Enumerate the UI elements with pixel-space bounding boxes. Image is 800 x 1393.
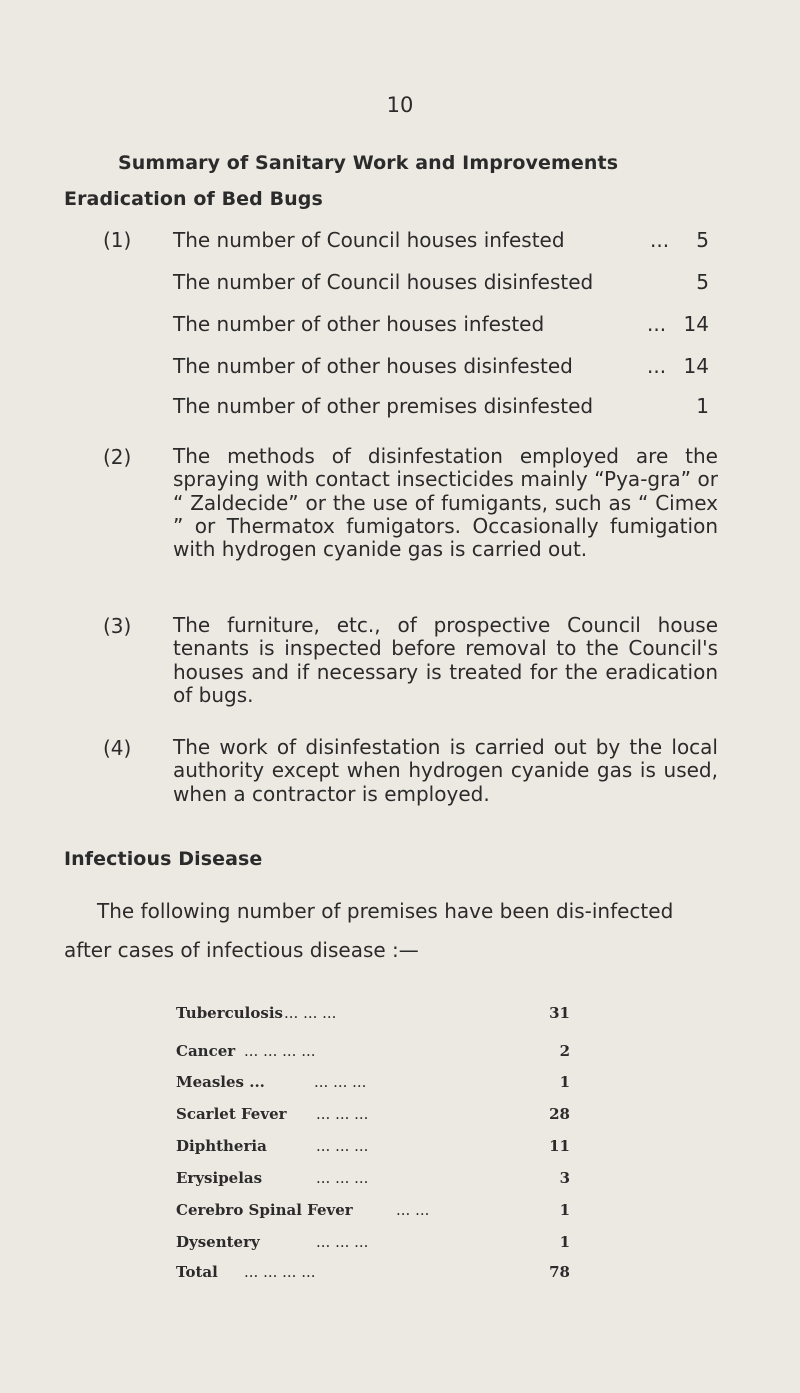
disease-label: Tuberculosis [176,1004,283,1022]
page-number: 10 [386,93,414,117]
list-item [173,392,709,420]
leader-dots: ... ... ... [316,1105,369,1123]
summary-heading: Summary of Sanitary Work and Improvements [118,152,619,174]
table-row [176,1002,570,1024]
leader-dots: ... ... ... ... [244,1042,316,1060]
table-row [176,1231,570,1253]
disease-count: 2 [559,1042,570,1060]
paragraph-text: The methods of disinfestation employed are the spraying with contact insecticides mainly “Pya-gra” or “ Zaldecide” or the use of fumigants, such as “ Cimex ” or Thermatox fumigators. Occasionally fumigation with hydrogen cyanide gas is carried out. [173,444,718,562]
disease-label: Cerebro Spinal Fever [176,1201,353,1219]
table-row [176,1071,570,1093]
row-label: The number of other houses infested [173,312,545,336]
list-item [173,352,709,380]
leader-dots: ... ... ... [316,1233,369,1251]
leader-dots: ... ... ... [284,1004,337,1022]
row-label: The number of other premises disinfested [173,394,594,418]
disease-label: Erysipelas [176,1169,263,1187]
paragraph-text: The furniture, etc., of prospective Council house tenants is inspected before removal to the Council's houses and if necessary is treated for the eradication of bugs. [173,613,718,707]
row-value: 14 [683,354,709,378]
leader-dots: ... [650,228,670,252]
row-value: 14 [683,312,709,336]
leader-dots: ... ... [396,1201,430,1219]
paragraph-number: (3) [103,614,132,638]
bed-bugs-heading: Eradication of Bed Bugs [64,188,323,210]
disease-count: 1 [559,1233,570,1251]
leader-dots: ... ... ... [316,1169,369,1187]
leader-dots: ... ... ... [314,1073,367,1091]
leader-dots: ... [647,312,667,336]
table-row [176,1040,570,1062]
disease-label: Diphtheria [176,1137,267,1155]
disease-count: 11 [549,1137,570,1155]
disease-count: 1 [559,1201,570,1219]
leader-dots: ... [647,354,667,378]
disease-label: Scarlet Fever [176,1105,287,1123]
paragraph-text: The work of disinfestation is carried out by the local authority except when hydrogen cyanide gas is used, when a contractor is employed. [173,735,718,806]
leader-dots: ... ... ... ... [244,1263,316,1281]
row-value: 5 [696,270,709,294]
paragraph-number: (2) [103,445,132,469]
row-label: The number of Council houses infested [173,228,565,252]
disease-label: Cancer [176,1042,236,1060]
row-value: 5 [696,228,709,252]
paragraph-number: (4) [103,736,132,760]
table-row [176,1135,570,1157]
disease-count: 28 [549,1105,570,1123]
disease-count: 31 [549,1004,570,1022]
section-1-number: (1) [103,228,132,252]
list-item [173,310,709,338]
infectious-intro: The following number of premises have been dis-infected after cases of infectious disease :— [64,899,674,962]
row-label: The number of other houses disinfested [173,354,573,378]
table-row [176,1261,570,1283]
disease-label: Measles ... [176,1073,265,1091]
row-value: 1 [696,394,709,418]
disease-count: 78 [549,1263,570,1281]
list-item [173,268,709,296]
infectious-disease-heading: Infectious Disease [64,848,263,870]
disease-count: 3 [559,1169,570,1187]
table-row [176,1167,570,1189]
disease-label: Total [176,1263,218,1281]
disease-count: 1 [559,1073,570,1091]
list-item [173,226,709,254]
row-label: The number of Council houses disinfested [173,270,594,294]
table-row [176,1199,570,1221]
leader-dots: ... ... ... [316,1137,369,1155]
disease-label: Dysentery [176,1233,260,1251]
table-row [176,1103,570,1125]
